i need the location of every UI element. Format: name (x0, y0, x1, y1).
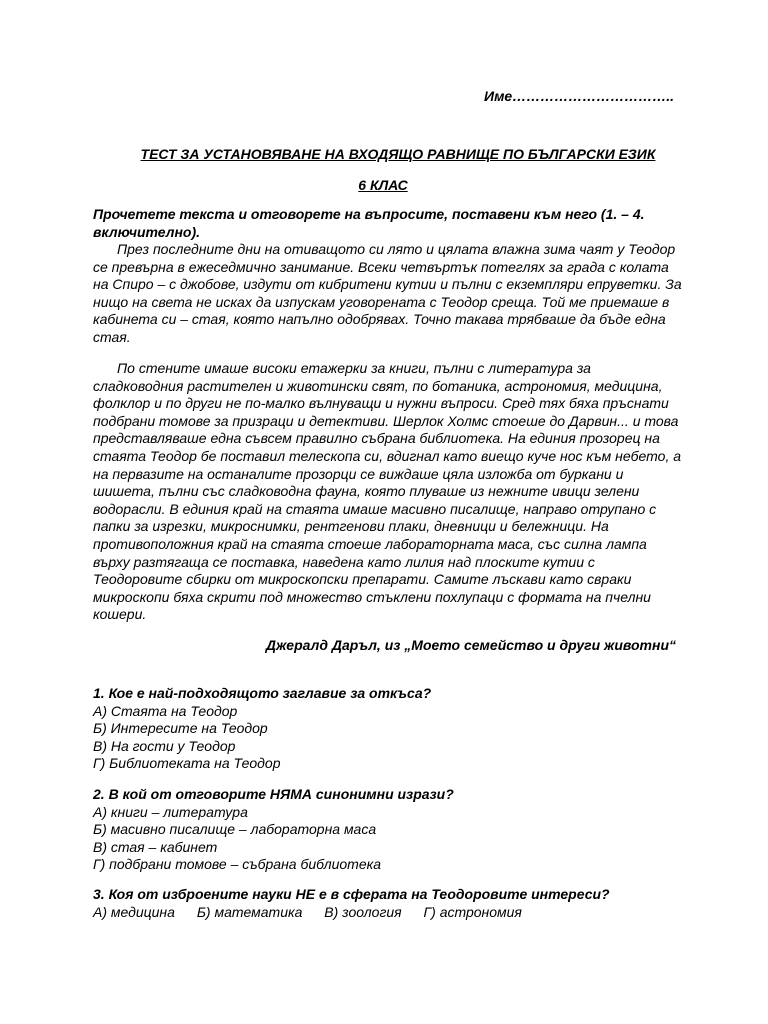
answer-option: Б) Интересите на Теодор (93, 720, 268, 737)
answer-option: А) Стаята на Теодор (93, 702, 238, 719)
test-title: ТЕСТ ЗА УСТАНОВЯВАНЕ НА ВХОДЯЩО РАВНИЩЕ ПО БЪЛГАРСКИ ЕЗИК (140, 146, 656, 162)
passage-paragraph-1: През последните дни на отиващото си лято и цялата влажна зима чаят у Теодор се превърна в ежеседмично занимание. Всеки четвъртък потеглях за града с колата на Спиро – с джобове, издути от кибритени кутии и пълни с екземпляри епруветки. За нищо на света не исках да изпускам уговорената с Теодор среща. Той ме приемаше в кабинета си – стая, която напълно одобрявах. Точно такава трябваше да бъде една стая. (93, 241, 682, 345)
name-field-label: Име…………………………….. (484, 88, 674, 104)
question-3 (93, 886, 693, 921)
instructions: Прочетете текста и отговорете на въпросите, поставени към него (1. – 4. включително). (93, 206, 645, 240)
answer-option: Г) астрономия (423, 903, 522, 920)
question-text: 3. Коя от изброените науки НЕ е в сферата на Теодоровите интереси? (93, 886, 610, 902)
passage-paragraph-2: По стените имаше високи етажерки за книги, пълни с литература за сладководния растителен и животински свят, по ботаника, астрономия, медицина, фолклор и по други не по-малко вълнуващи и нужни въпроси. Сред тях бяха пръснати подбрани томове за призраци и детективи. Шерлок Холмс стоеше до Дарвин... и това представляваше една съвсем правилно събрана библиотека. На единия прозорец на стаята Теодор бе поставил телескопа си, вдигнал като виещо куче нос към небето, а на первазите на останалите прозорци се виждаше цяла изложба от буркани и шишета, пълни със сладководна фауна, която плуваше из нежните ивици зелени водорасли. В единия край на стаята имаше масивно писалище, направо отрупано с папки за изрезки, микроснимки, рентгенови плаки, дневници и бележници. На противоположния край на стаята стоеше лабораторната маса, със силна лампа върху разтягаща се поставка, наведена като лилия над плоските кутии с Теодоровите сбирки от микроскопски препарати. Самите лъскави като сврaки микроскопи бяха скрити под множество стъклени похлупаци с формата на пчелни кошери. (93, 360, 682, 623)
answer-option: Б) масивно писалище – лабораторна маса (93, 821, 377, 838)
question-text: 1. Кое е най-подходящото заглавие за откъса? (93, 685, 432, 701)
passage-attribution: Джералд Даръл, из „Моето семейство и други животни“ (265, 637, 676, 653)
answer-option: А) книги – литература (93, 803, 248, 820)
answer-option: Б) математика (196, 903, 303, 920)
question-text: 2. В кой от отговорите НЯМА синонимни изрази? (93, 786, 454, 802)
grade-label: 6 КЛАС (358, 177, 408, 193)
answer-option: В) зоология (324, 903, 402, 920)
answer-option: В) На гости у Теодор (93, 737, 236, 754)
answer-option: А) медицина (93, 903, 175, 920)
answer-option: В) стая – кабинет (93, 838, 218, 855)
answer-option: Г) подбрани томове – събрана библиотека (93, 856, 382, 873)
answer-option: Г) Библиотеката на Теодор (93, 755, 281, 772)
question-1 (93, 685, 693, 773)
answer-options-row (93, 904, 693, 922)
question-2 (93, 786, 693, 874)
